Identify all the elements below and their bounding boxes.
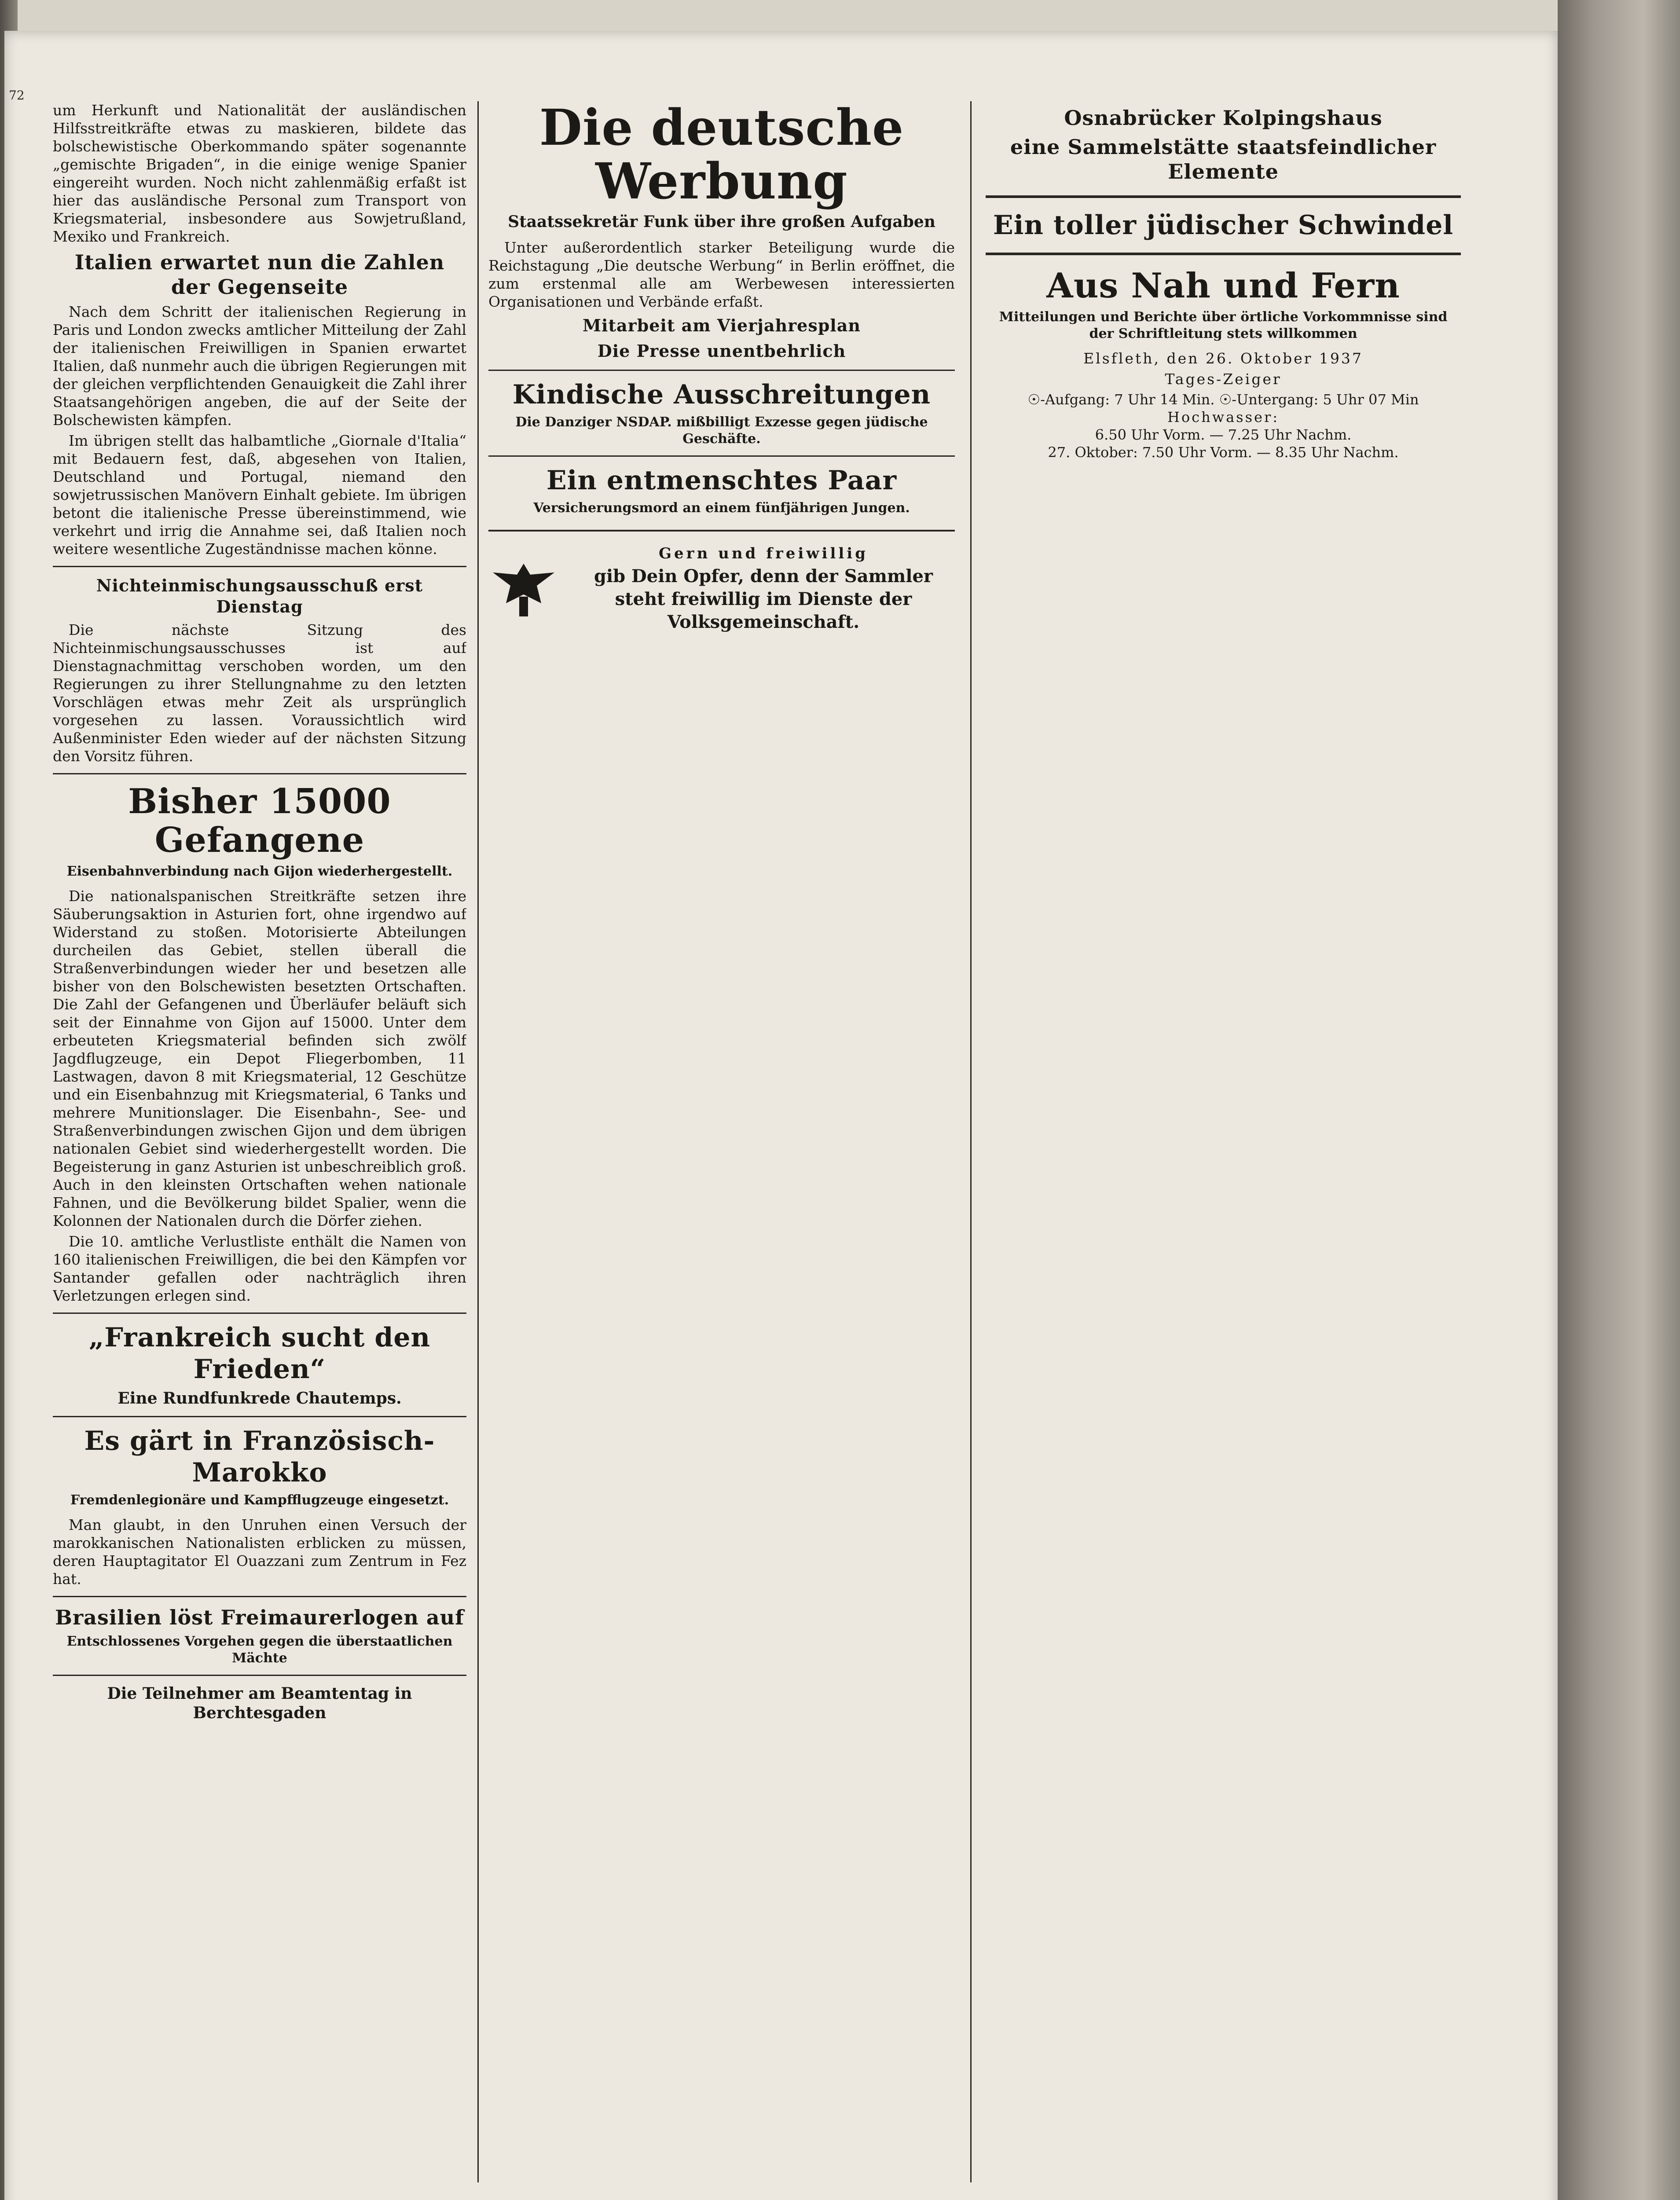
divider	[53, 1313, 466, 1314]
binding-edge	[1558, 0, 1680, 2200]
subhead-france: Eine Rundfunkrede Chautemps.	[117, 1389, 402, 1408]
italy-paragraph-1: Nach dem Schritt der italienischen Regierung in Paris und London zwecks amtlicher Mitteilung der Zahl der italienischen Freiwilligen in Spanien erwartet Italien, daß nunmehr auch die übrigen Regierungen mit der gleichen verpflichtenden Genauigkeit die Zahl ihrer Staatsangehörigen angeben, die auf der Seite der Bolschewisten kämpfen.	[53, 303, 466, 429]
italy-paragraph-2: Im übrigen stellt das halbamtliche „Giornale d'Italia“ mit Bedauern fest, daß, abgesehen von Italien, Deutschland und Portugal, niemand den sowjetrussischen Manövern Einhalt gebiete. Im übrigen betont die italienische Presse übereinstimmend, wie verkehrt und irrig die Annahme sei, daß Italien noch weitere wesentliche Zugeständnisse machen könne.	[53, 432, 466, 557]
subhead-local: Mitteilungen und Berichte über örtliche Vorkommnisse sind der Schriftleitung stets willkommen	[999, 309, 1448, 341]
eagle-emblem-icon	[488, 555, 559, 621]
subhead-prisoners: Eisenbahnverbindung nach Gijon wiederhergestellt.	[66, 864, 453, 879]
committee-paragraph: Die nächste Sitzung des Nichteinmischungsausschusses ist auf Dienstagnachmittag verschoben worden, um den Regierungen zu ihrer Stellungnahme zu den letzten Vorschlägen etwas mehr Zeit als ursprünglich vorgesehen zu lassen. Voraussichtlich wird Außenminister Eden wieder auf der nächsten Sitzung den Vorsitz führen.	[53, 621, 466, 765]
morocco-paragraph: Man glaubt, in den Unruhen einen Versuch der marokkanischen Nationalisten erblicken zu müssen, deren Hauptagitator El Ouazzani zum Zentrum in Fez hat.	[53, 1516, 466, 1588]
sun-times: ☉-Aufgang: 7 Uhr 14 Min. ☉-Untergang: 5 Uhr 07 Min	[1027, 391, 1419, 408]
headline-brazil: Brasilien löst Freimaurerlogen auf	[55, 1606, 464, 1629]
subhead-morocco: Fremdenlegionäre und Kampfflugzeuge eingesetzt.	[70, 1492, 449, 1508]
column-rule-1	[477, 101, 479, 2182]
donation-line-1: Gern und freiwillig	[659, 545, 868, 562]
main-lead: Unter außerordentlich starker Beteiligung wurde die Reichstagung „Die deutsche Werbung“ in Berlin eröffnet, die zum erstenmal alle am Werbewesen interessierten Organisationen und Verbände erfaßt.	[488, 239, 955, 310]
donation-advert	[488, 530, 955, 634]
subhead-main: Staatssekretär Funk über ihre großen Aufgaben	[508, 213, 935, 231]
headline-officials: Die Teilnehmer am Beamtentag in Berchtesgaden	[107, 1684, 412, 1722]
intro-fragment: um Herkunft und Nationalität der ausländischen Hilfsstreitkräfte etwas zu maskieren, bildete das bolschewistische Oberkommando später sogenannte „gemischte Brigaden“, in die einige wenige Spanier eingereiht wurden. Noch nicht zahlenmäßig erfaßt ist hier das ausländische Personal zum Transport von Kriegsmaterial, insbesondere aus Sowjetrußland, Mexiko und Frankreich.	[53, 102, 466, 245]
headline-cooperation: Mitarbeit am Vierjahresplan	[582, 315, 861, 335]
tide-label: Hochwasser:	[1167, 409, 1280, 425]
divider	[986, 253, 1461, 255]
divider	[488, 370, 955, 371]
divider	[53, 566, 466, 567]
tide-line-1: 6.50 Uhr Vorm. — 7.25 Uhr Nachm.	[1095, 426, 1352, 443]
subhead-kolping: eine Sammelstätte staatsfeindlicher Elemente	[1010, 135, 1437, 183]
column-right	[986, 101, 1461, 2187]
divider	[53, 1596, 466, 1597]
column-rule-2	[970, 101, 972, 2182]
headline-committee: Nichteinmischungsausschuß erst Dienstag	[96, 576, 423, 616]
divider	[986, 195, 1461, 198]
subhead-riots: Die Danziger NSDAP. mißbilligt Exzesse gegen jüdische Geschäfte.	[515, 414, 928, 447]
divider	[488, 455, 955, 457]
headline-france: „Frankreich sucht den Frieden“	[88, 1322, 431, 1385]
headline-prisoners: Bisher 15000 Gefangene	[128, 781, 391, 860]
headline-main: Die deutsche Werbung	[539, 101, 904, 210]
donation-text	[572, 542, 955, 634]
donation-line-2: gib Dein Opfer, denn der Sammler steht freiwillig im Dienste der Volksgemeinschaft.	[594, 566, 933, 632]
prisoners-paragraph-1: Die nationalspanischen Streitkräfte setzen ihre Säuberungsaktion in Asturien fort, ohne irgendwo auf Widerstand zu stoßen. Motorisierte Abteilungen durcheilen das Gebiet, stellen überall die Straßenverbindungen wieder her und besetzen alle bisher von den Bolschewisten besetzten Ortschaften. Die Zahl der Gefangenen und Überläufer beläuft sich seit der Einnahme von Gijon auf 15000. Unter dem erbeuteten Kriegsmaterial befinden sich zwölf Jagdflugzeuge, ein Depot Fliegerbomben, 11 Lastwagen, davon 8 mit Kriegsmaterial, 12 Geschütze und ein Eisenbahnzug mit Kriegsmaterial, 6 Tanks und mehrere Munitionslager. Die Eisenbahn-, See- und Straßenverbindungen zwischen Gijon und dem übrigen nationalen Gebiet sind wiederhergestellt worden. Die Begeisterung in ganz Asturien ist unbeschreiblich groß. Auch in den kleinsten Ortschaften wehen nationale Fahnen, und die Bevölkerung bildet Spalier, wenn die Kolonnen der Nationalen durch die Dörfer ziehen.	[53, 887, 466, 1229]
prisoners-paragraph-2: Die 10. amtliche Verlustliste enthält die Namen von 160 italienischen Freiwilligen, die bei den Kämpfen vor Santander gefallen oder nachträglich ihren Verletzungen erlegen sind.	[53, 1233, 466, 1304]
headline-kolping: Osnabrücker Kolpingshaus	[1064, 106, 1383, 130]
subhead-monster: Versicherungsmord an einem fünfjährigen Jungen.	[533, 500, 910, 516]
column-middle	[488, 101, 955, 2187]
local-dateline: Elsfleth, den 26. Oktober 1937	[1083, 350, 1363, 367]
headline-monster: Ein entmenschtes Paar	[546, 465, 897, 496]
headline-swindle: Ein toller jüdischer Schwindel	[993, 210, 1454, 241]
tages-zeiger-label: Tages-Zeiger	[1165, 370, 1282, 388]
headline-morocco: Es gärt in Französisch-Marokko	[84, 1426, 435, 1488]
margin-mark: 72	[9, 88, 25, 103]
divider	[53, 773, 466, 774]
subhead-brazil: Entschlossenes Vorgehen gegen die überstaatlichen Mächte	[66, 1634, 453, 1666]
divider	[53, 1675, 466, 1676]
headline-italy: Italien erwartet nun die Zahlen der Gegenseite	[74, 250, 445, 299]
headline-riots: Kindische Ausschreitungen	[512, 379, 931, 410]
headline-local: Aus Nah und Fern	[1046, 266, 1400, 306]
tide-line-2: 27. Oktober: 7.50 Uhr Vorm. — 8.35 Uhr Nachm.	[1048, 444, 1399, 461]
divider	[53, 1416, 466, 1417]
headline-press: Die Presse unentbehrlich	[597, 341, 846, 361]
column-left	[53, 101, 466, 2187]
